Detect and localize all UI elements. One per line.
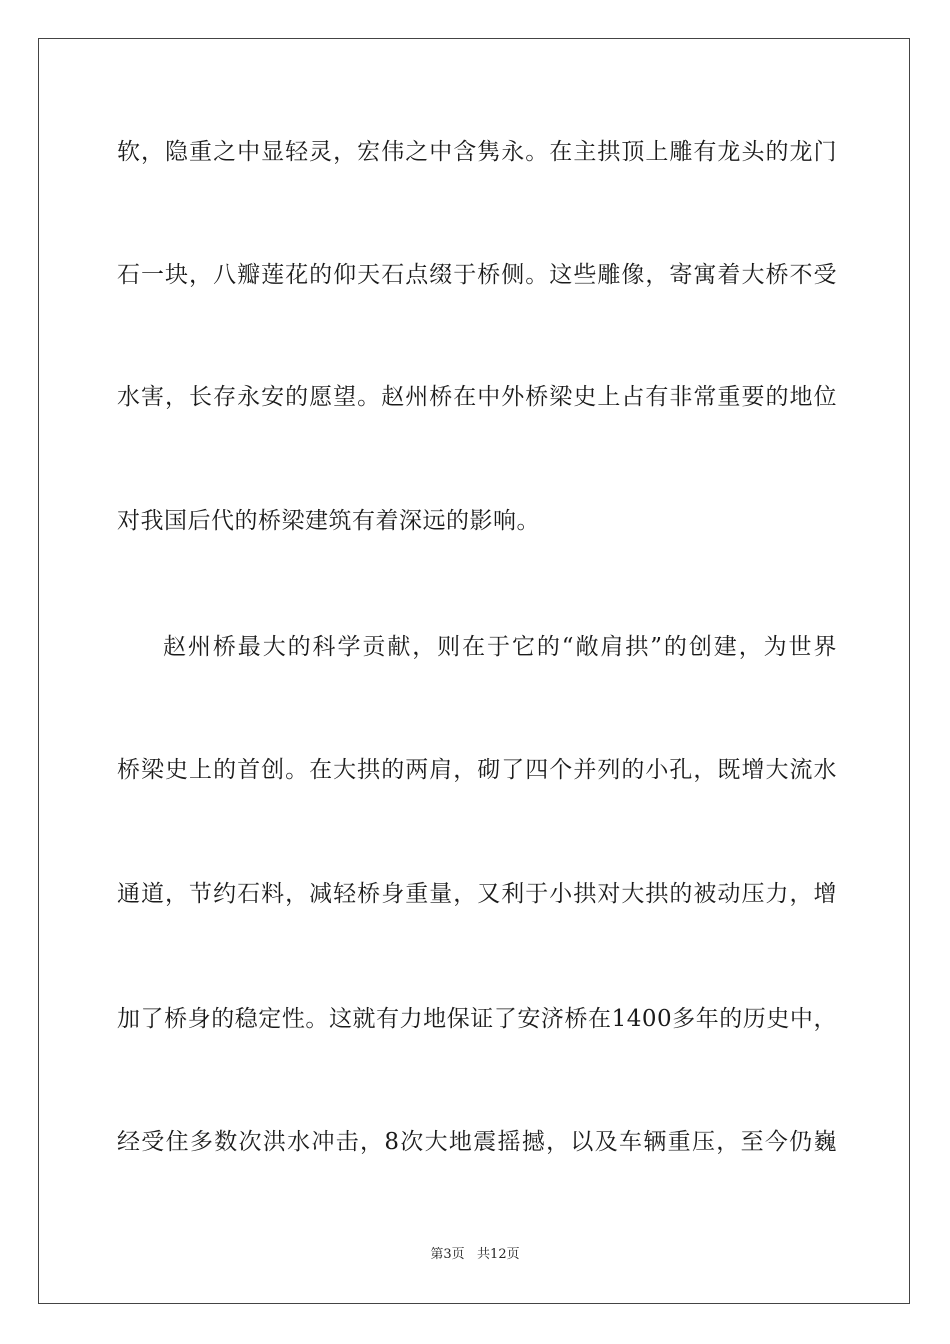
paragraph-line: 水害，长存永安的愿望。赵州桥在中外桥梁史上占有非常重要的地位	[117, 384, 837, 410]
paragraph-line: 对我国后代的桥梁建筑有着深远的影响。	[117, 508, 540, 534]
page-number-footer: 第3页 共12页	[430, 1247, 520, 1262]
paragraph-line: 通道，节约石料，减轻桥身重量，又利于小拱对大拱的被动压力，增	[117, 881, 837, 907]
paragraph-line: 赵州桥最大的科学贡献，则在于它的“敞肩拱”的创建，为世界	[163, 634, 837, 660]
page-border	[38, 38, 910, 1304]
paragraph-line: 加了桥身的稳定性。这就有力地保证了安济桥在1400多年的历史中，	[117, 1006, 837, 1032]
paragraph-line: 石一块，八瓣莲花的仰天石点缀于桥侧。这些雕像，寄寓着大桥不受	[117, 262, 837, 288]
paragraph-line: 软，隐重之中显轻灵，宏伟之中含隽永。在主拱顶上雕有龙头的龙门	[117, 139, 837, 165]
paragraph-line: 桥梁史上的首创。在大拱的两肩，砌了四个并列的小孔，既增大流水	[117, 757, 837, 783]
paragraph-line: 经受住多数次洪水冲击，8次大地震摇撼，以及车辆重压，至今仍巍	[117, 1129, 837, 1155]
